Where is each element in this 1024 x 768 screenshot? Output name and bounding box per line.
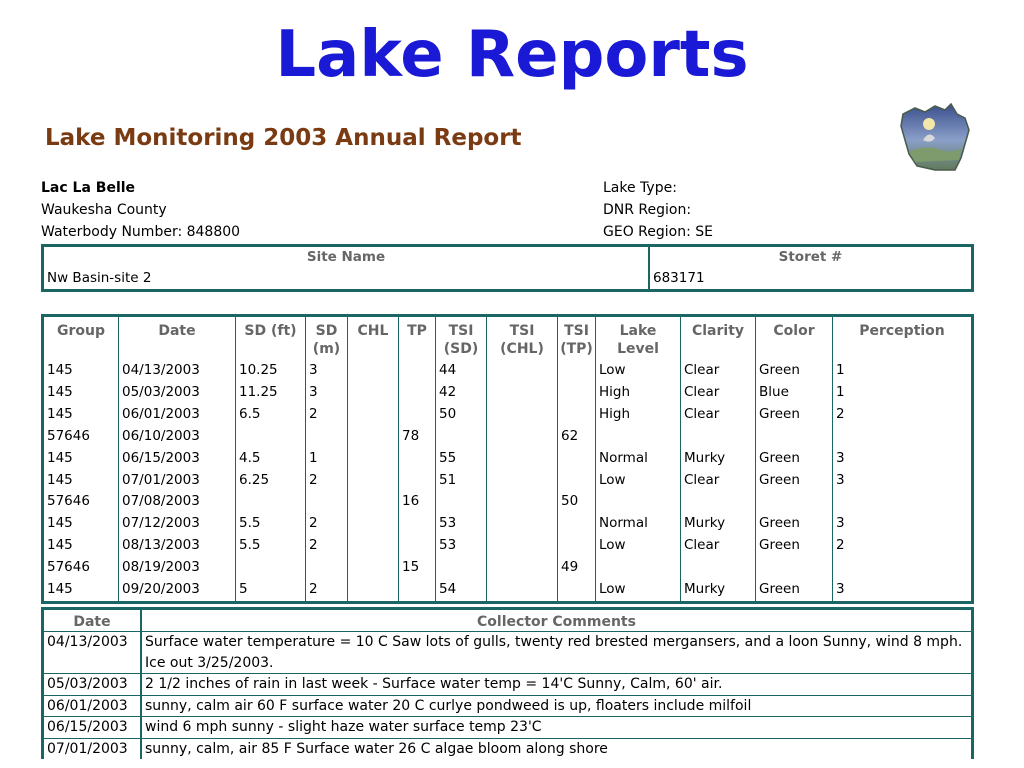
- table-cell: [487, 579, 558, 602]
- column-header: Perception: [833, 316, 973, 361]
- lake-info: [41, 177, 240, 243]
- table-cell: [348, 557, 399, 579]
- table-cell: 145: [47, 581, 73, 598]
- table-cell: 57646: [47, 427, 90, 444]
- table-cell: [487, 448, 558, 470]
- table-cell: Murky: [681, 448, 756, 470]
- comments-table: [41, 607, 974, 759]
- table-cell: [558, 448, 596, 470]
- table-cell: [558, 382, 596, 404]
- geo-region: GEO Region: SE: [603, 224, 713, 240]
- table-cell: 04/13/2003: [119, 360, 236, 382]
- column-header: TSI (SD): [436, 316, 487, 361]
- table-row: [43, 491, 973, 513]
- table-cell: Clear: [681, 360, 756, 382]
- comments-header: Collector Comments: [477, 614, 636, 630]
- table-cell: 2: [306, 513, 348, 535]
- comment-date: 04/13/2003: [43, 632, 142, 674]
- table-cell: 145: [47, 383, 73, 400]
- table-cell: Normal: [596, 513, 681, 535]
- table-cell: [596, 557, 681, 579]
- table-cell: [596, 426, 681, 448]
- table-cell: [487, 491, 558, 513]
- table-cell: 08/19/2003: [119, 557, 236, 579]
- table-cell: [348, 404, 399, 426]
- column-header: SD (m): [306, 316, 348, 361]
- column-header: TSI (TP): [558, 316, 596, 361]
- table-cell: 50: [436, 404, 487, 426]
- storet-number: 683171: [649, 268, 973, 291]
- table-cell: Low: [596, 535, 681, 557]
- table-row: [43, 360, 973, 382]
- table-cell: [756, 557, 833, 579]
- table-cell: High: [596, 382, 681, 404]
- table-cell: 1: [833, 382, 973, 404]
- table-cell: 16: [399, 491, 436, 513]
- column-header: Color: [756, 316, 833, 361]
- table-cell: [236, 557, 306, 579]
- table-cell: 50: [558, 491, 596, 513]
- table-cell: Green: [756, 579, 833, 602]
- waterbody-number: Waterbody Number: 848800: [41, 224, 241, 240]
- table-cell: 2: [833, 535, 973, 557]
- table-cell: 145: [47, 471, 73, 488]
- table-cell: 05/03/2003: [119, 382, 236, 404]
- table-cell: [306, 491, 348, 513]
- table-cell: 49: [558, 557, 596, 579]
- table-cell: 15: [399, 557, 436, 579]
- table-cell: [399, 535, 436, 557]
- table-cell: 145: [47, 362, 73, 378]
- table-cell: [558, 579, 596, 602]
- table-cell: [558, 513, 596, 535]
- table-cell: [596, 491, 681, 513]
- table-cell: [348, 426, 399, 448]
- table-cell: 11.25: [236, 382, 306, 404]
- table-cell: 2: [306, 404, 348, 426]
- table-cell: 3: [833, 448, 973, 470]
- table-cell: [236, 426, 306, 448]
- table-cell: 3: [833, 513, 973, 535]
- comment-row: [43, 674, 973, 696]
- table-cell: [487, 426, 558, 448]
- table-cell: Green: [756, 404, 833, 426]
- table-cell: [399, 579, 436, 602]
- column-header: TSI (CHL): [487, 316, 558, 361]
- table-cell: Clear: [681, 470, 756, 492]
- table-cell: 57646: [47, 559, 90, 576]
- comment-date: 05/03/2003: [43, 674, 142, 696]
- table-cell: 2: [306, 579, 348, 602]
- table-cell: [681, 426, 756, 448]
- table-cell: [487, 557, 558, 579]
- table-cell: Clear: [681, 535, 756, 557]
- table-cell: [436, 557, 487, 579]
- comment-text: 2 1/2 inches of rain in last week - Surface water temp = 14'C Sunny, Calm, 60' air.: [141, 674, 973, 696]
- column-header: TP: [399, 316, 436, 361]
- table-cell: 07/01/2003: [119, 470, 236, 492]
- table-cell: [348, 448, 399, 470]
- table-cell: 145: [47, 537, 73, 554]
- table-cell: Clear: [681, 382, 756, 404]
- column-header: Lake Level: [596, 316, 681, 361]
- table-row: [43, 404, 973, 426]
- table-cell: [487, 404, 558, 426]
- table-cell: 06/10/2003: [119, 426, 236, 448]
- table-cell: 6.5: [236, 404, 306, 426]
- table-cell: [436, 426, 487, 448]
- comment-date: 06/15/2003: [43, 717, 142, 739]
- table-cell: [348, 579, 399, 602]
- table-cell: 2: [306, 470, 348, 492]
- table-cell: 78: [399, 426, 436, 448]
- table-cell: [487, 470, 558, 492]
- table-cell: [756, 426, 833, 448]
- site-name-header: Site Name: [306, 249, 386, 265]
- table-cell: [348, 513, 399, 535]
- table-cell: 51: [436, 470, 487, 492]
- wisconsin-logo-icon: [895, 100, 975, 174]
- table-cell: [399, 470, 436, 492]
- table-cell: [348, 470, 399, 492]
- table-row: [43, 579, 973, 602]
- table-cell: [833, 491, 973, 513]
- column-header: SD (ft): [236, 316, 306, 361]
- data-table-header: [43, 316, 973, 361]
- column-header: CHL: [348, 316, 399, 361]
- table-cell: [487, 360, 558, 382]
- table-cell: 08/13/2003: [119, 535, 236, 557]
- column-header: Date: [119, 316, 236, 361]
- lake-type: Lake Type:: [603, 180, 677, 196]
- column-header: Clarity: [681, 316, 756, 361]
- table-cell: Green: [756, 448, 833, 470]
- table-cell: [306, 557, 348, 579]
- column-header: Group: [56, 323, 105, 339]
- table-cell: 1: [833, 360, 973, 382]
- comments-date-header: Date: [43, 609, 142, 632]
- lake-county: Waukesha County: [41, 202, 167, 218]
- comment-date: 07/01/2003: [43, 738, 142, 759]
- comment-text: Surface water temperature = 10 C Saw lots of gulls, twenty red brested mergansers, and a loon Sunny, wind 8 mph. Ice out 3/25/2003.: [141, 632, 973, 674]
- table-cell: Low: [596, 360, 681, 382]
- table-cell: [399, 360, 436, 382]
- table-row: [43, 513, 973, 535]
- table-cell: [399, 513, 436, 535]
- table-cell: 62: [558, 426, 596, 448]
- table-cell: 145: [47, 449, 73, 466]
- comments-body: [43, 632, 973, 760]
- table-cell: [558, 535, 596, 557]
- table-cell: 06/01/2003: [119, 404, 236, 426]
- dnr-region: DNR Region:: [603, 202, 692, 218]
- table-cell: Murky: [681, 579, 756, 602]
- table-cell: Low: [596, 470, 681, 492]
- table-cell: Normal: [596, 448, 681, 470]
- table-cell: 42: [436, 382, 487, 404]
- table-cell: 44: [436, 360, 487, 382]
- table-cell: [833, 557, 973, 579]
- table-cell: [487, 535, 558, 557]
- table-cell: [558, 360, 596, 382]
- table-cell: Low: [596, 579, 681, 602]
- table-row: [43, 535, 973, 557]
- table-cell: 53: [436, 513, 487, 535]
- table-cell: Murky: [681, 513, 756, 535]
- table-cell: [399, 382, 436, 404]
- table-cell: 5: [236, 579, 306, 602]
- table-cell: [558, 470, 596, 492]
- table-cell: [756, 491, 833, 513]
- table-cell: 53: [436, 535, 487, 557]
- storet-header: Storet #: [649, 246, 973, 269]
- data-table-body: [43, 360, 973, 602]
- table-cell: 6.25: [236, 470, 306, 492]
- table-cell: 07/08/2003: [119, 491, 236, 513]
- comment-row: [43, 717, 973, 739]
- table-cell: 2: [306, 535, 348, 557]
- table-cell: Green: [756, 513, 833, 535]
- site-name: Nw Basin-site 2: [47, 270, 152, 286]
- table-row: [43, 470, 973, 492]
- table-cell: 145: [47, 405, 73, 422]
- report-title: Lake Monitoring 2003 Annual Report: [45, 125, 522, 151]
- table-cell: [306, 426, 348, 448]
- table-cell: 09/20/2003: [119, 579, 236, 602]
- slide-title: Lake Reports: [275, 18, 749, 92]
- table-row: [43, 426, 973, 448]
- comment-row: [43, 632, 973, 674]
- comment-text: sunny, calm, air 85 F Surface water 26 C algae bloom along shore: [141, 738, 973, 759]
- table-row: [43, 557, 973, 579]
- table-cell: High: [596, 404, 681, 426]
- table-cell: Clear: [681, 404, 756, 426]
- comment-text: sunny, calm air 60 F surface water 20 C curlye pondweed is up, floaters include milfoil: [141, 695, 973, 717]
- table-cell: [399, 404, 436, 426]
- table-cell: [558, 404, 596, 426]
- comment-date: 06/01/2003: [43, 695, 142, 717]
- table-cell: [487, 382, 558, 404]
- table-row: [43, 382, 973, 404]
- comment-row: [43, 695, 973, 717]
- lake-region-info: [603, 177, 713, 243]
- table-row: [43, 448, 973, 470]
- table-cell: [236, 491, 306, 513]
- table-cell: [399, 448, 436, 470]
- monitoring-data-table: [41, 314, 974, 604]
- table-cell: 55: [436, 448, 487, 470]
- comment-text: wind 6 mph sunny - slight haze water surface temp 23'C: [141, 717, 973, 739]
- site-table: [41, 244, 974, 292]
- table-cell: 07/12/2003: [119, 513, 236, 535]
- table-cell: [348, 382, 399, 404]
- table-cell: 4.5: [236, 448, 306, 470]
- comment-row: [43, 738, 973, 759]
- table-cell: 3: [306, 382, 348, 404]
- table-cell: [436, 491, 487, 513]
- table-cell: 1: [306, 448, 348, 470]
- table-cell: 5.5: [236, 535, 306, 557]
- table-cell: Green: [756, 470, 833, 492]
- table-cell: Green: [756, 360, 833, 382]
- table-cell: 5.5: [236, 513, 306, 535]
- table-cell: Green: [756, 535, 833, 557]
- table-cell: [348, 360, 399, 382]
- table-cell: [348, 491, 399, 513]
- table-cell: 54: [436, 579, 487, 602]
- table-cell: Blue: [756, 382, 833, 404]
- table-cell: 3: [306, 360, 348, 382]
- table-cell: 06/15/2003: [119, 448, 236, 470]
- table-cell: [681, 491, 756, 513]
- table-cell: 10.25: [236, 360, 306, 382]
- table-cell: 3: [833, 470, 973, 492]
- table-cell: [348, 535, 399, 557]
- table-cell: 145: [47, 515, 73, 532]
- table-cell: [487, 513, 558, 535]
- table-cell: 3: [833, 579, 973, 602]
- table-cell: 57646: [47, 493, 90, 510]
- table-cell: [681, 557, 756, 579]
- lake-name: Lac La Belle: [41, 180, 136, 196]
- table-cell: [833, 426, 973, 448]
- table-cell: 2: [833, 404, 973, 426]
